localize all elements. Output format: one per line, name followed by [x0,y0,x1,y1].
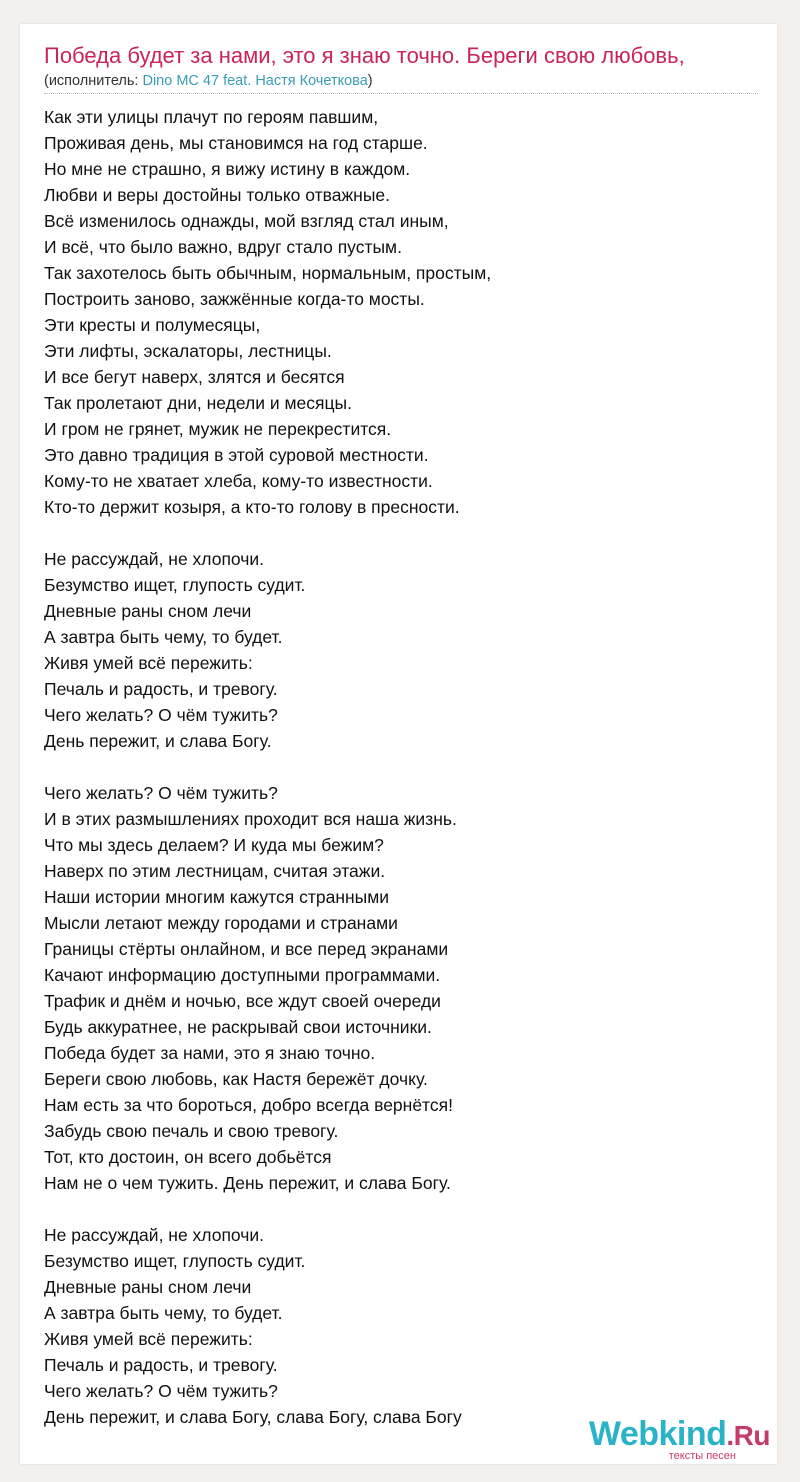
performer-link[interactable]: Dino MC 47 feat. Настя Кочеткова [142,73,368,89]
lyrics-stanza [44,546,764,754]
lyric-line: Построить заново, зажжённые когда-то мосты. [44,289,425,309]
logo-tld: .Ru [726,1420,770,1451]
lyric-line: Дневные раны сном лечи [44,1277,252,1297]
lyric-line: Как эти улицы плачут по героям павшим, [44,107,379,127]
lyric-line: И в этих размышлениях проходит вся наша жизнь. [44,809,457,829]
lyric-line: Береги свою любовь, как Настя бережёт дочку. [44,1069,428,1089]
lyric-line: Не рассуждай, не хлопочи. [44,549,265,569]
lyric-line: А завтра быть чему, то будет. [44,627,283,647]
lyric-line: Так захотелось быть обычным, нормальным, простым, [44,263,492,283]
lyric-line: Проживая день, мы становимся на год старше. [44,133,428,153]
lyric-line: Безумство ищет, глупость судит. [44,575,306,595]
performer-prefix: (исполнитель: [44,73,143,89]
logo-name: Webkind [588,1415,727,1453]
lyric-line: Наши истории многим кажутся странными [44,887,390,907]
lyric-line: Кому-то не хватает хлеба, кому-то известности. [44,471,433,491]
lyrics-stanza [44,780,764,1196]
lyrics-text [44,104,764,1456]
lyric-line: А завтра быть чему, то будет. [44,1303,283,1323]
lyric-line: День пережит, и слава Богу. [44,731,272,751]
logo-tagline: тексты песен [668,1450,736,1462]
lyric-line: И все бегут наверх, злятся и бесятся [44,367,345,387]
lyric-line: Трафик и днём и ночью, все ждут своей очереди [44,991,441,1011]
lyric-line: И гром не грянет, мужик не перекрестится. [44,419,392,439]
lyric-line: Чего желать? О чём тужить? [44,783,278,803]
lyric-line: Забудь свою печаль и свою тревогу. [44,1121,339,1141]
lyric-line: Но мне не страшно, я вижу истину в каждом. [44,159,411,179]
lyric-line: Будь аккуратнее, не раскрывай свои источники. [44,1017,432,1037]
lyric-line: Эти лифты, эскалаторы, лестницы. [44,341,332,361]
lyric-line: Всё изменилось однажды, мой взгляд стал иным, [44,211,449,231]
lyric-line: Безумство ищет, глупость судит. [44,1251,306,1271]
lyric-line: Печаль и радость, и тревогу. [44,1355,278,1375]
performer-line [44,72,373,90]
lyric-line: Тот, кто достоин, он всего добьётся [44,1147,332,1167]
lyric-line: Нам есть за что бороться, добро всегда вернётся! [44,1095,453,1115]
lyric-line: Это давно традиция в этой суровой местности. [44,445,429,465]
lyric-line: Живя умей всё пережить: [44,1329,253,1349]
lyric-line: Нам не о чем тужить. День пережит, и слава Богу. [44,1173,451,1193]
lyric-line: Чего желать? О чём тужить? [44,1381,278,1401]
lyric-line: Печаль и радость, и тревогу. [44,679,278,699]
title-divider [44,93,758,94]
lyric-line: Качают информацию доступными программами. [44,965,441,985]
lyric-line: Не рассуждай, не хлопочи. [44,1225,265,1245]
logo-wordmark [570,1416,770,1454]
lyric-line: Кто-то держит козыря, а кто-то голову в пресности. [44,497,460,517]
lyric-line: Мысли летают между городами и странами [44,913,398,933]
lyric-line: Так пролетают дни, недели и месяцы. [44,393,352,413]
lyrics-stanza [44,104,764,520]
song-title: Победа будет за нами, это я знаю точно. Береги свою любовь, [44,43,685,68]
lyric-line: Дневные раны сном лечи [44,601,252,621]
performer-suffix: ) [367,73,373,89]
lyric-line: Наверх по этим лестницам, считая этажи. [44,861,386,881]
lyrics-stanza [44,1222,764,1430]
lyric-line: Границы стёрты онлайном, и все перед экранами [44,939,449,959]
lyric-line: День пережит, и слава Богу, слава Богу, слава Богу [44,1407,462,1427]
lyric-line: Что мы здесь делаем? И куда мы бежим? [44,835,384,855]
lyric-line: И всё, что было важно, вдруг стало пустым. [44,237,402,257]
lyric-line: Живя умей всё пережить: [44,653,253,673]
lyric-line: Любви и веры достойны только отважные. [44,185,391,205]
site-logo[interactable] [570,1416,770,1462]
lyric-line: Эти кресты и полумесяцы, [44,315,261,335]
lyric-line: Чего желать? О чём тужить? [44,705,278,725]
lyric-line: Победа будет за нами, это я знаю точно. [44,1043,376,1063]
